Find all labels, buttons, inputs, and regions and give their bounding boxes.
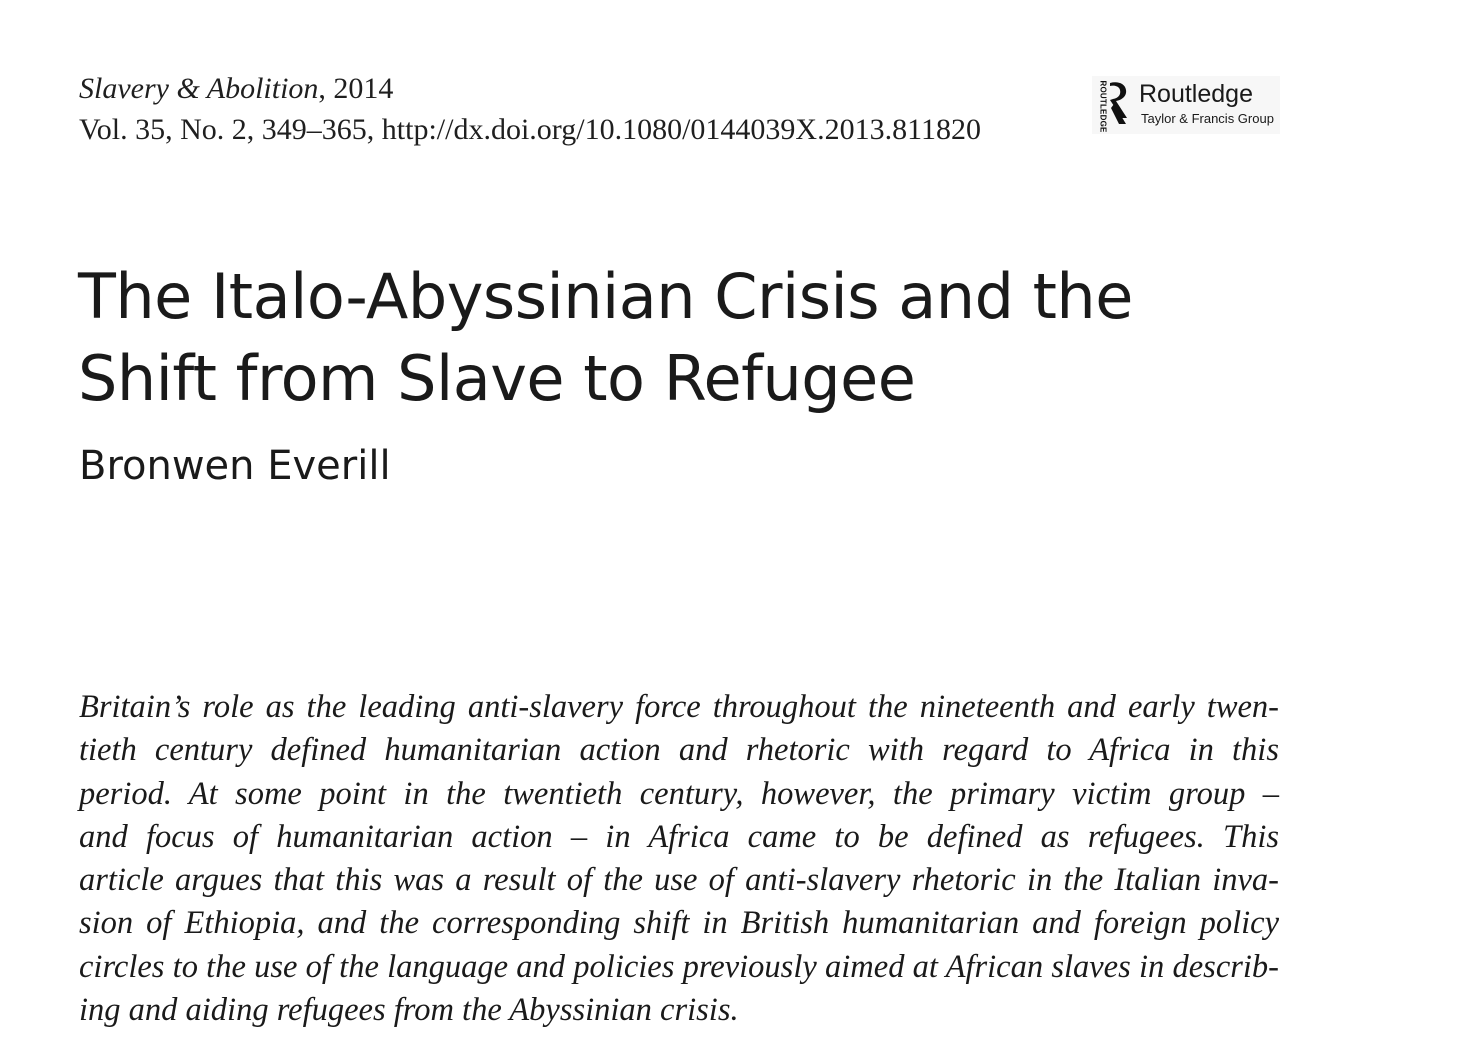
abstract-line: circles to the use of the language and policies previously aimed at African slaves in describ- [79, 948, 1279, 985]
abstract [79, 686, 1279, 1032]
journal-year: , 2014 [318, 72, 394, 105]
abstract-line: article argues that this was a result of the use of anti-slavery rhetoric in the Italian inva- [79, 862, 1279, 899]
journal-volume-doi: Vol. 35, No. 2, 349–365, http://dx.doi.org/10.1080/0144039X.2013.811820 [79, 113, 981, 146]
article-title [78, 256, 1278, 420]
publisher-name: Routledge [1139, 80, 1253, 108]
abstract-line: tieth century defined humanitarian action and rhetoric with regard to Africa in this [79, 732, 1279, 769]
abstract-line: and focus of humanitarian action – in Africa came to be defined as refugees. This [79, 818, 1279, 855]
author-name: Bronwen Everill [79, 443, 391, 489]
abstract-line: period. At some point in the twentieth century, however, the primary victim group – [79, 775, 1279, 812]
abstract-line: ing and aiding refugees from the Abyssinian crisis. [79, 992, 739, 1029]
title-line: The Italo-Abyssinian Crisis and the [78, 260, 1133, 333]
journal-name-line [79, 68, 981, 109]
abstract-line: sion of Ethiopia, and the corresponding shift in British humanitarian and foreign policy [79, 905, 1279, 942]
publisher-group: Taylor & Francis Group [1141, 111, 1274, 126]
abstract-line: Britain’s role as the leading anti-slavery force throughout the nineteenth and early twen- [79, 689, 1279, 725]
journal-name: Slavery & Abolition [79, 72, 319, 105]
title-line: Shift from Slave to Refugee [78, 342, 916, 415]
logo-vertical-text: ROUTLEDGE [1098, 80, 1108, 133]
publisher-logo [1092, 76, 1280, 134]
journal-citation-block [79, 68, 981, 150]
